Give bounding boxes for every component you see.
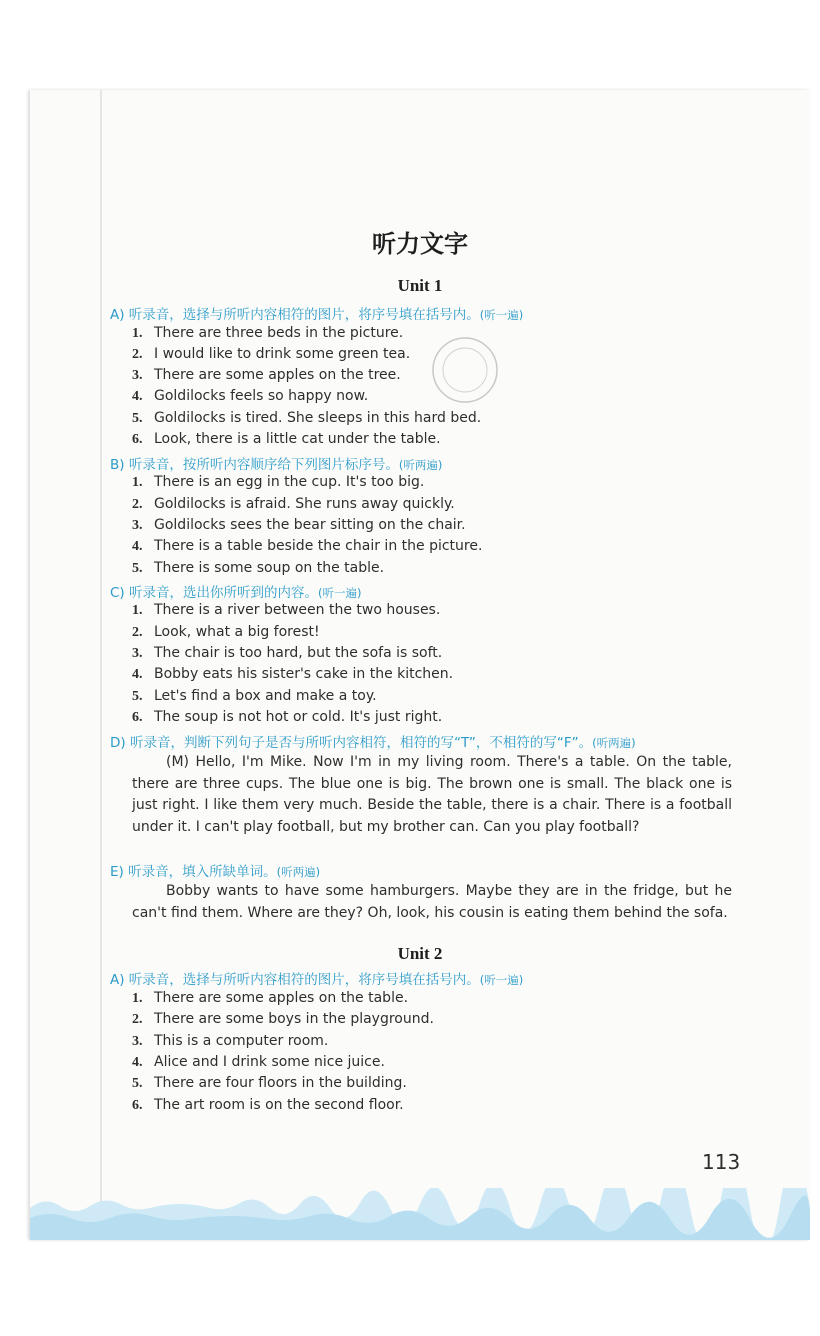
item-number: 2. bbox=[132, 1012, 143, 1027]
item-text: This is a computer room. bbox=[154, 1033, 329, 1049]
item-number: 4. bbox=[132, 389, 143, 404]
section-note: (听一遍) bbox=[479, 973, 524, 987]
item-text: Goldilocks is afraid. She runs away quickly. bbox=[154, 496, 455, 512]
section-heading bbox=[110, 731, 636, 751]
list-item bbox=[132, 346, 410, 363]
item-number: 3. bbox=[132, 646, 143, 661]
item-number: 6. bbox=[132, 1098, 143, 1113]
paragraph-text: Bobby wants to have some hamburgers. Maybe they are in the fridge, but he can't find them. Where are they? Oh, look, his cousin is eating them behind the sofa. bbox=[132, 883, 732, 921]
section-heading-text: E) 听录音，填入所缺单词。 bbox=[110, 864, 277, 880]
list-item bbox=[132, 560, 384, 577]
item-text: There is a river between the two houses. bbox=[154, 602, 441, 618]
item-number: 1. bbox=[132, 326, 143, 341]
list-item bbox=[132, 1075, 407, 1092]
section-heading-text: C) 听录音，选出你所听到的内容。 bbox=[110, 585, 318, 601]
section-heading-text: D) 听录音，判断下列句子是否与所听内容相符，相符的写“T”，不相符的写“F”。 bbox=[110, 735, 593, 751]
item-number: 5. bbox=[132, 411, 143, 426]
section-note: (听两遍) bbox=[398, 458, 443, 472]
item-text: There are four floors in the building. bbox=[154, 1075, 407, 1091]
item-number: 3. bbox=[132, 1034, 143, 1049]
item-text: The chair is too hard, but the sofa is soft. bbox=[154, 645, 443, 661]
list-item bbox=[132, 388, 368, 405]
item-text: There is some soup on the table. bbox=[154, 560, 385, 576]
list-item bbox=[132, 602, 440, 619]
section-note: (听两遍) bbox=[592, 736, 636, 750]
item-text: Goldilocks feels so happy now. bbox=[154, 388, 369, 404]
section-note: (听一遍) bbox=[317, 586, 362, 600]
unit-title: Unit 2 bbox=[397, 944, 443, 963]
section-heading bbox=[110, 968, 523, 988]
item-number: 4. bbox=[132, 667, 143, 682]
section-heading bbox=[110, 581, 361, 601]
list-item bbox=[132, 1011, 434, 1028]
item-number: 6. bbox=[132, 432, 143, 447]
list-item bbox=[132, 517, 466, 534]
item-number: 1. bbox=[132, 475, 143, 490]
list-item bbox=[132, 474, 424, 491]
page-number: 113 bbox=[702, 1150, 741, 1174]
wave-footer-decoration bbox=[30, 1188, 810, 1240]
listening-paragraph bbox=[132, 752, 732, 838]
item-number: 1. bbox=[132, 991, 143, 1006]
list-item bbox=[132, 645, 442, 662]
item-number: 3. bbox=[132, 518, 143, 533]
item-text: There is a table beside the chair in the picture. bbox=[154, 538, 483, 554]
item-text: Goldilocks is tired. She sleeps in this hard bed. bbox=[154, 410, 482, 426]
section-heading bbox=[110, 303, 523, 323]
item-text: Bobby eats his sister's cake in the kitchen. bbox=[154, 666, 454, 682]
stamp-watermark bbox=[425, 330, 505, 410]
item-text: There is an egg in the cup. It's too big. bbox=[154, 474, 425, 490]
section-heading-text: B) 听录音，按所听内容顺序给下列图片标序号。 bbox=[110, 457, 399, 473]
list-item bbox=[132, 709, 442, 726]
list-item bbox=[132, 666, 453, 683]
item-text: The soup is not hot or cold. It's just right. bbox=[154, 709, 443, 725]
item-text: There are some boys in the playground. bbox=[154, 1011, 434, 1027]
list-item bbox=[132, 325, 403, 342]
section-note: (听两遍) bbox=[276, 865, 321, 879]
list-item bbox=[132, 367, 401, 384]
list-item bbox=[132, 1033, 328, 1050]
list-item bbox=[132, 688, 377, 705]
unit-title: Unit 1 bbox=[397, 276, 443, 295]
section-note: (听一遍) bbox=[479, 308, 524, 322]
section-heading-text: A) 听录音，选择与所听内容相符的图片，将序号填在括号内。 bbox=[110, 972, 480, 988]
list-item bbox=[132, 990, 408, 1007]
list-item bbox=[132, 431, 441, 448]
list-item bbox=[132, 1054, 385, 1071]
item-text: The art room is on the second floor. bbox=[154, 1097, 404, 1113]
listening-paragraph bbox=[132, 881, 732, 924]
item-number: 4. bbox=[132, 539, 143, 554]
list-item bbox=[132, 496, 455, 513]
list-item bbox=[132, 538, 482, 555]
item-text: There are three beds in the picture. bbox=[154, 325, 404, 341]
item-text: Look, there is a little cat under the table. bbox=[154, 431, 441, 447]
item-number: 3. bbox=[132, 368, 143, 383]
item-number: 2. bbox=[132, 497, 143, 512]
paragraph-text: (M) Hello, I'm Mike. Now I'm in my living room. There's a table. On the table, there are three cups. The blue one is big. The brown one is small. The black one is just right. I like them very much. Beside the table, there is a chair. There is a football under it. I can't play football, but my brother can. Can you play football? bbox=[132, 754, 732, 835]
item-text: Goldilocks sees the bear sitting on the chair. bbox=[154, 517, 466, 533]
item-number: 6. bbox=[132, 710, 143, 725]
section-heading bbox=[110, 860, 320, 880]
list-item bbox=[132, 1097, 404, 1114]
item-number: 5. bbox=[132, 561, 143, 576]
item-number: 2. bbox=[132, 347, 143, 362]
item-text: There are some apples on the table. bbox=[154, 990, 409, 1006]
item-number: 5. bbox=[132, 689, 143, 704]
item-text: Let's find a box and make a toy. bbox=[154, 688, 377, 704]
list-item bbox=[132, 624, 320, 641]
page-gutter bbox=[100, 90, 102, 1240]
item-text: I would like to drink some green tea. bbox=[154, 346, 411, 362]
item-number: 1. bbox=[132, 603, 143, 618]
item-number: 2. bbox=[132, 625, 143, 640]
document-page bbox=[30, 90, 810, 1240]
section-heading bbox=[110, 453, 442, 473]
item-number: 5. bbox=[132, 1076, 143, 1091]
item-text: Look, what a big forest! bbox=[154, 624, 320, 640]
list-item bbox=[132, 410, 481, 427]
section-heading-text: A) 听录音，选择与所听内容相符的图片，将序号填在括号内。 bbox=[110, 307, 480, 323]
item-text: There are some apples on the tree. bbox=[154, 367, 401, 383]
item-number: 4. bbox=[132, 1055, 143, 1070]
page-title: 听力文字 bbox=[372, 229, 468, 258]
item-text: Alice and I drink some nice juice. bbox=[154, 1054, 385, 1070]
